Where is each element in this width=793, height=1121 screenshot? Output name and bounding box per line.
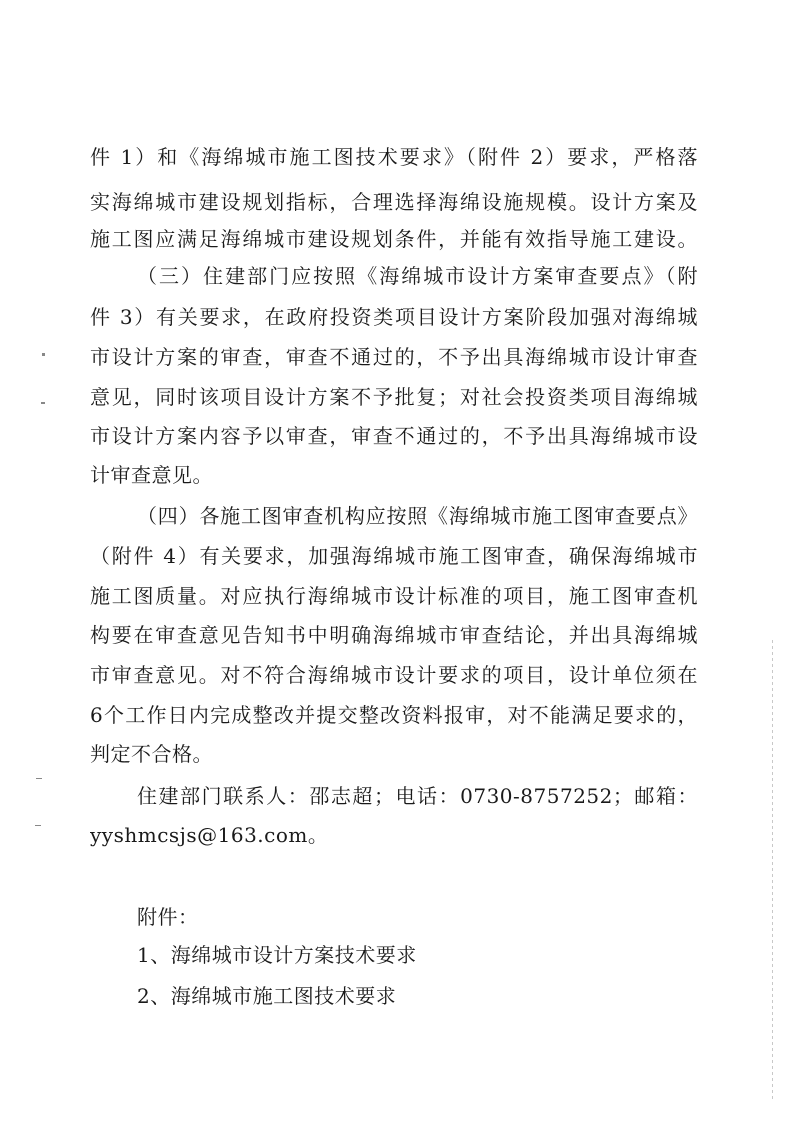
section-three-line-4: 意见，同时该项目设计方案不予批复；对社会投资类项目海绵城 — [90, 385, 698, 409]
section-four-line-4: 构要在审查意见告知书中明确海绵城市审查结论，并出具海绵城 — [90, 623, 698, 647]
section-four-line-6: 6个工作日内完成整改并提交整改资料报审，对不能满足要求的， — [90, 703, 698, 727]
section-four-line-2: （附件 4）有关要求，加强海绵城市施工图审查，确保海绵城市 — [90, 544, 698, 568]
section-three-line-6: 计审查意见。 — [90, 463, 213, 487]
section-three-line-1: （三）住建部门应按照《海绵城市设计方案审查要点》（附 — [137, 264, 698, 288]
section-four-line-1: （四）各施工图审查机构应按照《海绵城市施工图审查要点》 — [137, 504, 698, 528]
paragraph-line-1: 件 1）和《海绵城市施工图技术要求》（附件 2）要求，严格落 — [90, 145, 698, 169]
attachment-item-1: 1、海绵城市设计方案技术要求 — [137, 943, 417, 967]
scan-speck — [35, 825, 41, 826]
scan-edge-line — [772, 640, 773, 1100]
section-four-line-5: 市审查意见。对不符合海绵城市设计要求的项目，设计单位须在 — [90, 663, 698, 687]
paragraph-line-2: 实海绵城市建设规划指标，合理选择海绵设施规模。设计方案及 — [90, 190, 698, 214]
section-three-line-3: 市设计方案的审查，审查不通过的，不予出具海绵城市设计审查 — [90, 345, 698, 369]
section-four-line-7: 判定不合格。 — [90, 742, 213, 766]
section-three-line-5: 市设计方案内容予以审查，审查不通过的，不予出具海绵城市设 — [90, 424, 698, 448]
contact-email-line: yyshmcsjs@163.com。 — [90, 823, 329, 847]
attachment-item-2: 2、海绵城市施工图技术要求 — [137, 984, 397, 1008]
attachments-heading: 附件： — [137, 905, 199, 929]
scan-speck — [36, 778, 42, 779]
section-four-line-3: 施工图质量。对应执行海绵城市设计标准的项目，施工图审查机 — [90, 584, 698, 608]
scan-speck — [41, 402, 45, 404]
paragraph-line-3: 施工图应满足海绵城市建设规划条件，并能有效指导施工建设。 — [90, 227, 698, 251]
section-three-line-2: 件 3）有关要求，在政府投资类项目设计方案阶段加强对海绵城 — [90, 305, 698, 329]
contact-line-1: 住建部门联系人：邵志超；电话：0730-8757252；邮箱： — [137, 784, 698, 808]
scan-speck — [42, 353, 45, 356]
